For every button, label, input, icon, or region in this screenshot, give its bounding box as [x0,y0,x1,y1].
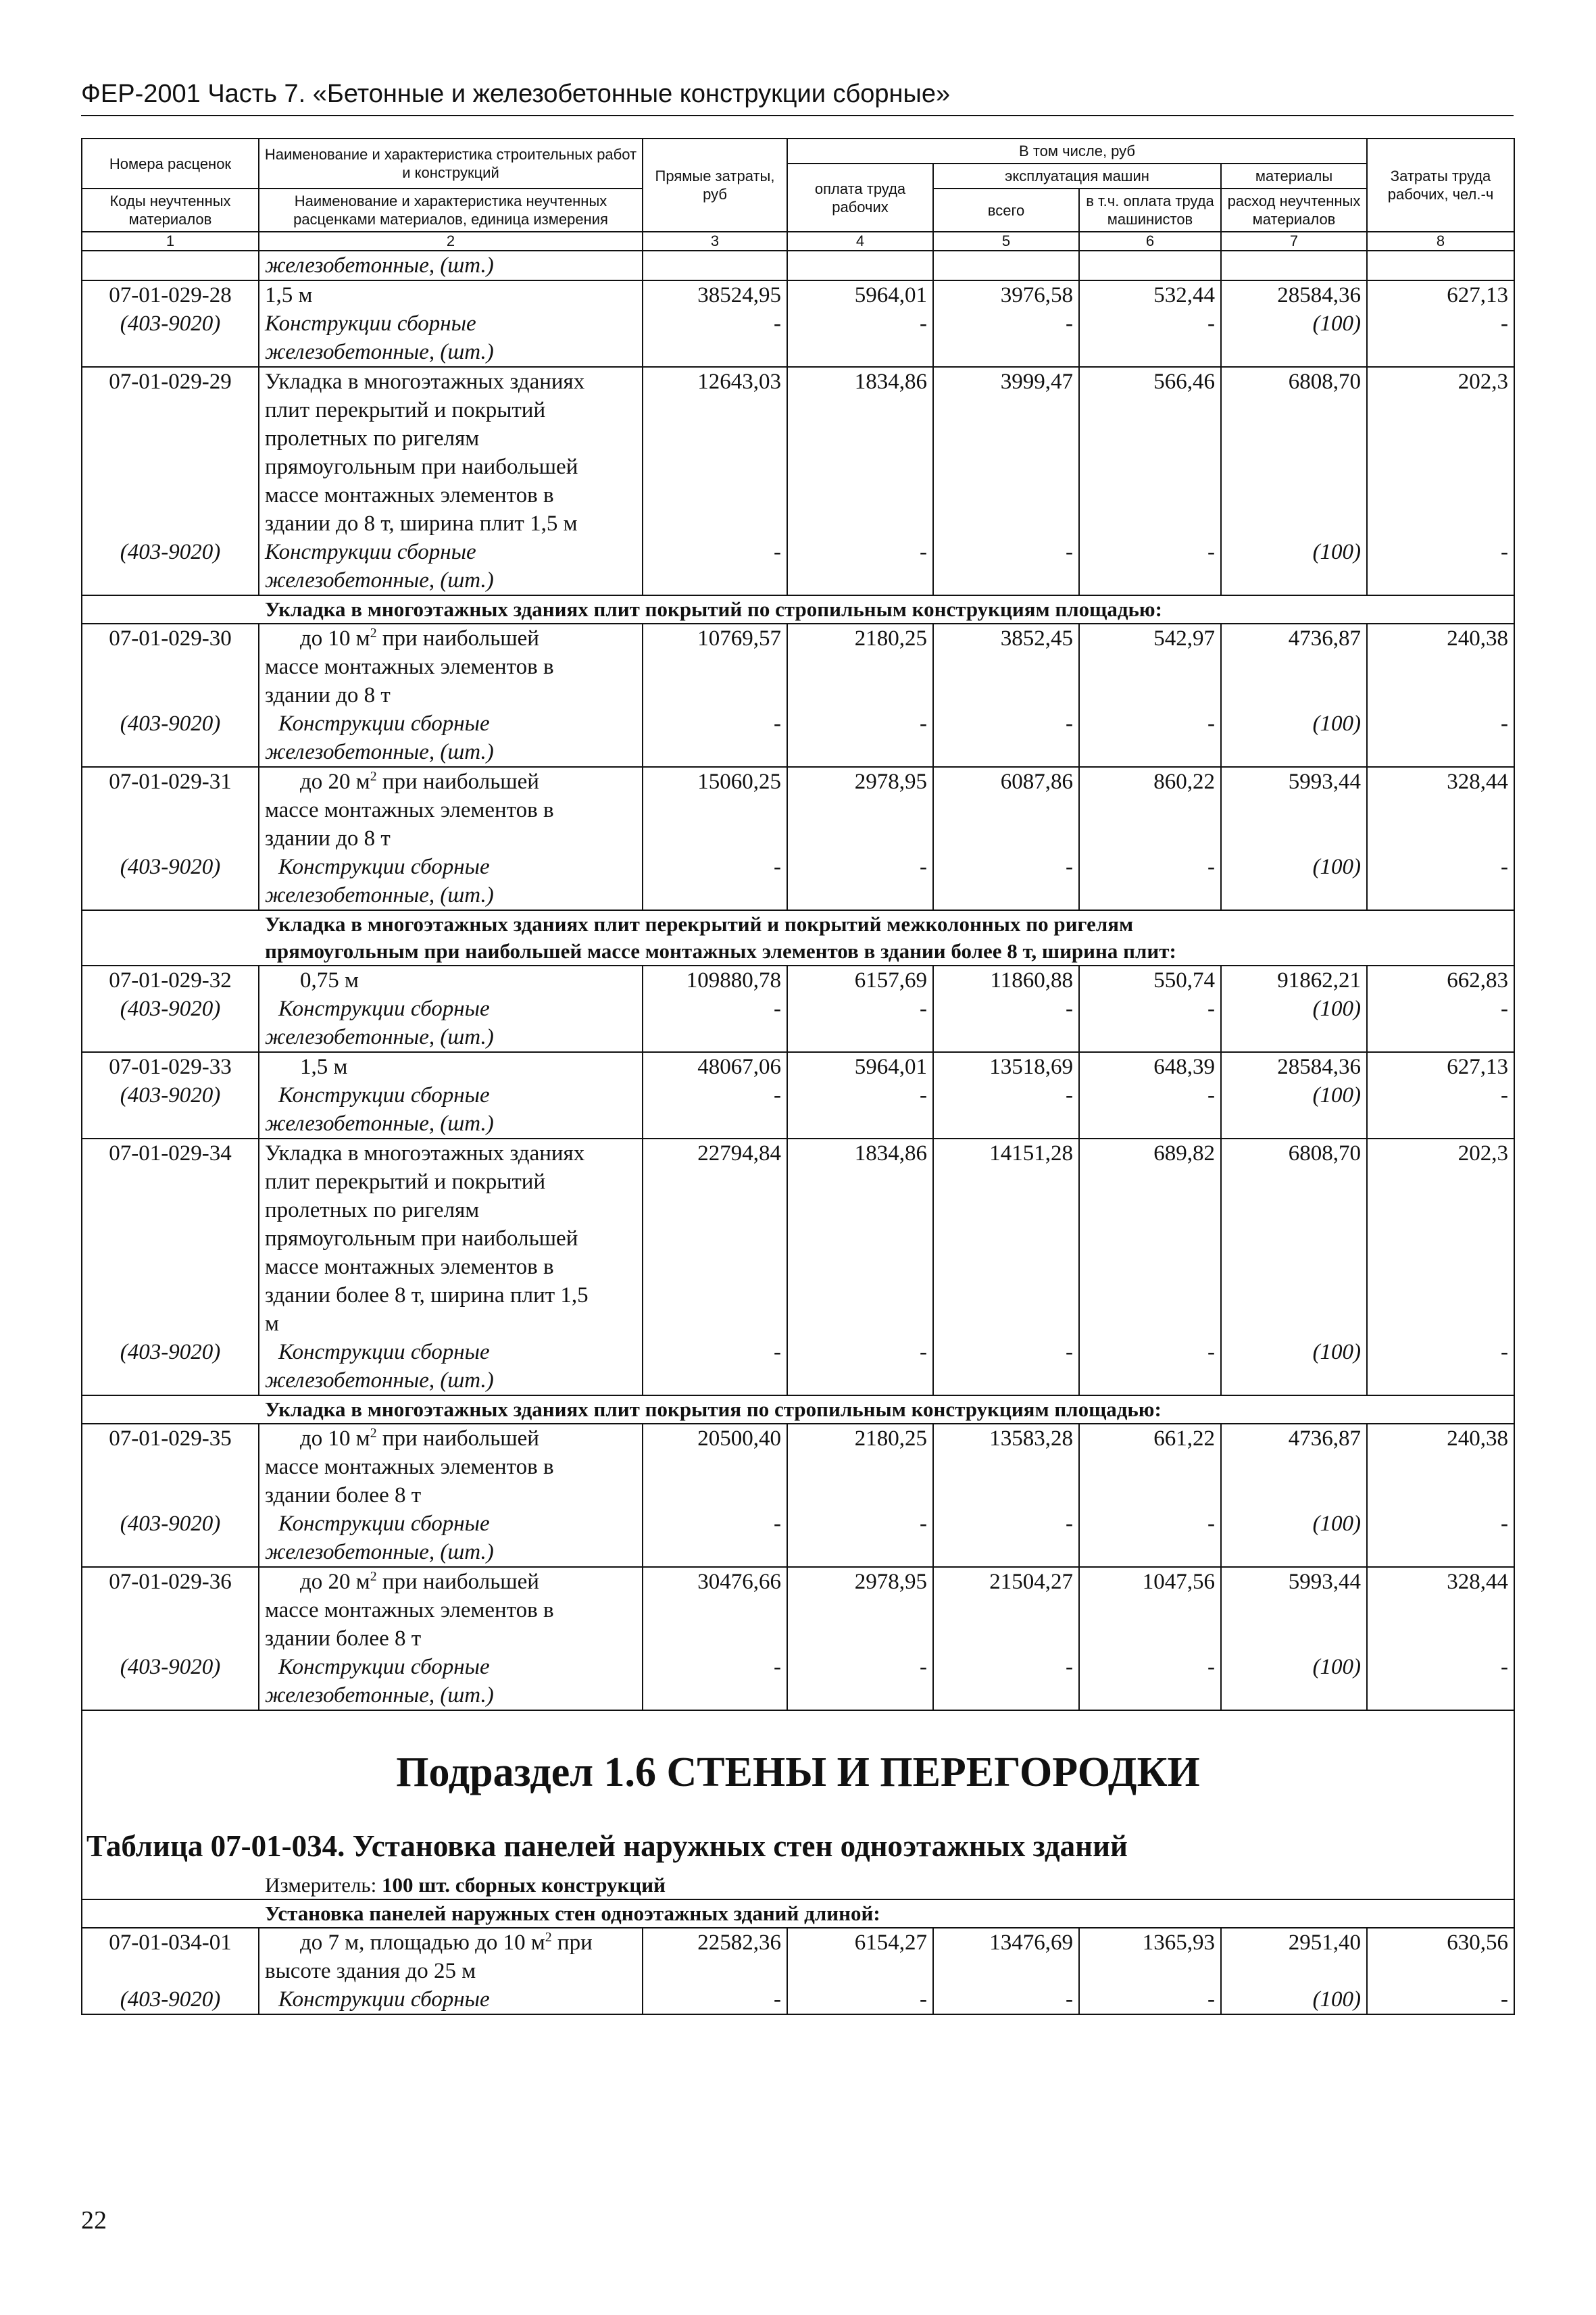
rate-row [82,767,1514,853]
material-row: (403-9020) Конструкции сборные железобетонные, (шт.) - - - - (100) - [82,1338,1514,1395]
direct-costs: 22794,84 [643,1139,787,1338]
rates-table [81,138,1515,2015]
rate-name: Укладка в многоэтажных зданиях плит перекрытий и покрытий пролетных по ригелям прямоугольным при наибольшей массе монтажных элементов в здании до 8 т, ширина плит 1,5 м [259,367,643,538]
material-name: Конструкции сборные железобетонные, (шт.) [259,538,643,595]
labor-hours: 627,13 [1367,280,1514,309]
col-number: 2 [259,232,643,251]
rate-row [82,966,1514,995]
material-qty: (100) [1221,309,1367,367]
rate-row [82,624,1514,710]
worker-pay: 6157,69 [787,966,933,995]
operator-pay: 661,22 [1079,1424,1221,1510]
rate-code: 07-01-029-28 [82,280,259,309]
material-code: (403-9020) [82,1510,259,1567]
table-head [82,139,1514,251]
direct-costs: 12643,03 [643,367,787,538]
material-row: (403-9020) Конструкции сборные - - - - (100) - [82,1985,1514,2014]
group-heading: Укладка в многоэтажных зданиях плит покрытия по стропильным конструкциям площадью: [82,1395,1514,1424]
material-name: Конструкции сборные железобетонные, (шт.) [259,853,643,910]
material-qty: (100) [1221,1653,1367,1710]
rate-row [82,1052,1514,1081]
col-header-material-codes: Коды неучтенных материалов [82,189,259,232]
operator-pay: 689,82 [1079,1139,1221,1338]
machines-total: 3976,58 [933,280,1079,309]
material-code: (403-9020) [82,309,259,367]
material-qty: (100) [1221,1985,1367,2014]
rate-code: 07-01-029-35 [82,1424,259,1510]
worker-pay: 2978,95 [787,1567,933,1653]
col-header-material-name: Наименование и характеристика неучтенных расценками материалов, единица измерения [259,189,643,232]
col-header-materials: материалы [1221,164,1367,189]
page-number: 22 [81,2206,107,2235]
col-header-rate-numbers: Номера расценок [82,139,259,189]
material-name: железобетонные, (шт.) [259,251,643,280]
material-code: (403-9020) [82,1081,259,1139]
material-qty: (100) [1221,995,1367,1052]
header-rule [81,115,1514,116]
material-name: Конструкции сборные железобетонные, (шт.) [259,1338,643,1395]
machines-total: 21504,27 [933,1567,1079,1653]
labor-hours: 328,44 [1367,1567,1514,1653]
operator-pay: 566,46 [1079,367,1221,538]
rate-code: 07-01-029-32 [82,966,259,995]
col-number: 6 [1079,232,1221,251]
operator-pay: 1047,56 [1079,1567,1221,1653]
col-number: 4 [787,232,933,251]
rate-code: 07-01-029-29 [82,367,259,538]
material-code: (403-9020) [82,1985,259,2014]
rate-name: до 10 $м^2$ при наибольшей массе монтажных элементов в здании до 8 т [259,624,643,710]
rate-name: Укладка в многоэтажных зданиях плит перекрытий и покрытий пролетных по ригелям прямоугольным при наибольшей массе монтажных элементов в здании более 8 т, ширина плит 1,5 м [259,1139,643,1338]
rate-name: до 7 м, площадью до 10 $м^2$ при высоте здания до 25 м [259,1928,643,1985]
rate-code: 07-01-029-31 [82,767,259,853]
rate-row [82,367,1514,538]
measure-value: 100 шт. сборных конструкций [381,1873,666,1897]
operator-pay: 550,74 [1079,966,1221,995]
rate-name: 0,75 м [259,966,643,995]
group-heading: Укладка в многоэтажных зданиях плит покрытий по стропильным конструкциям площадью: [82,595,1514,624]
materials-cost: 4736,87 [1221,1424,1367,1510]
rate-name-line: 1,5 м [265,283,313,307]
material-name: Конструкции сборные железобетонные, (шт.) [259,1653,643,1710]
material-code: (403-9020) [82,853,259,910]
rate-row [82,1139,1514,1338]
col-header-direct-costs: Прямые затраты, руб [643,139,787,232]
material-qty: (100) [1221,1081,1367,1139]
machines-total: 14151,28 [933,1139,1079,1338]
materials-cost: 28584,36 [1221,280,1367,309]
rate-code: 07-01-029-30 [82,624,259,710]
labor-hours: 240,38 [1367,1424,1514,1510]
labor-hours: 662,83 [1367,966,1514,995]
measure-label: Измеритель: [265,1873,382,1897]
direct-costs: 109880,78 [643,966,787,995]
col-header-material-use: расход неучтенных материалов [1221,189,1367,232]
direct-costs: 10769,57 [643,624,787,710]
machines-total: 3852,45 [933,624,1079,710]
material-name: Конструкции сборные железобетонные, (шт.) [259,710,643,767]
material-qty: (100) [1221,853,1367,910]
material-row: (403-9020) Конструкции сборные железобетонные, (шт.) - - - - (100) - [82,309,1514,367]
machines-total: 3999,47 [933,367,1079,538]
materials-cost: 6808,70 [1221,367,1367,538]
rate-row [82,280,1514,309]
rate-row [82,1424,1514,1510]
col-number: 8 [1367,232,1514,251]
col-number: 1 [82,232,259,251]
material-qty: (100) [1221,1338,1367,1395]
material-name: Конструкции сборные железобетонные, (шт.) [259,995,643,1052]
direct-costs: 20500,40 [643,1424,787,1510]
rate-code: 07-01-029-34 [82,1139,259,1338]
rate-code: 07-01-029-36 [82,1567,259,1653]
direct-costs: 22582,36 [643,1928,787,1985]
worker-pay: 2180,25 [787,624,933,710]
carryover-row [82,251,1514,280]
material-code: (403-9020) [82,1338,259,1395]
worker-pay: 6154,27 [787,1928,933,1985]
material-row: (403-9020) Конструкции сборные железобетонные, (шт.) - - - - (100) - [82,1510,1514,1567]
material-row: (403-9020) Конструкции сборные железобетонные, (шт.) - - - - (100) - [82,710,1514,767]
direct-costs: 48067,06 [643,1052,787,1081]
machines-total: 11860,88 [933,966,1079,995]
materials-cost: 2951,40 [1221,1928,1367,1985]
materials-cost: 6808,70 [1221,1139,1367,1338]
group-heading: Установка панелей наружных стен одноэтажных зданий длиной: [82,1899,1514,1928]
col-header-worker-pay: оплата труда рабочих [787,164,933,232]
rate-name [259,280,643,309]
material-code: (403-9020) [82,538,259,595]
rate-row [82,1928,1514,1985]
rate-name: до 20 $м^2$ при наибольшей массе монтажных элементов в здании более 8 т [259,1567,643,1653]
rate-code: 07-01-029-33 [82,1052,259,1081]
col-header-operator-pay: в т.ч. оплата труда машинистов [1079,189,1221,232]
materials-cost: 5993,44 [1221,1567,1367,1653]
col-number: 7 [1221,232,1367,251]
labor-hours: 630,56 [1367,1928,1514,1985]
operator-pay: 648,39 [1079,1052,1221,1081]
machines-total: 13518,69 [933,1052,1079,1081]
material-code: (403-9020) [82,1653,259,1710]
rate-name: 1,5 м [259,1052,643,1081]
measure-line [82,1872,1514,1899]
labor-hours: 202,3 [1367,1139,1514,1338]
direct-costs: 30476,66 [643,1567,787,1653]
col-header-machines-total: всего [933,189,1079,232]
material-name: Конструкции сборные железобетонные, (шт.) [259,1510,643,1567]
material-name: Конструкции сборные железобетонные, (шт.) [259,309,643,367]
worker-pay: 5964,01 [787,280,933,309]
machines-total: 13476,69 [933,1928,1079,1985]
labor-hours: 627,13 [1367,1052,1514,1081]
machines-total: 6087,86 [933,767,1079,853]
col-number: 3 [643,232,787,251]
rate-row [82,1567,1514,1653]
material-row: (403-9020) Конструкции сборные железобетонные, (шт.) - - - - (100) - [82,1081,1514,1139]
rate-name: до 20 $м^2$ при наибольшей массе монтажных элементов в здании до 8 т [259,767,643,853]
machines-total: 13583,28 [933,1424,1079,1510]
material-row: (403-9020) Конструкции сборные железобетонные, (шт.) - - - - (100) - [82,538,1514,595]
material-qty: (100) [1221,710,1367,767]
material-code: (403-9020) [82,710,259,767]
col-header-machines: эксплуатация машин [933,164,1221,189]
operator-pay: 1365,93 [1079,1928,1221,1985]
materials-cost: 28584,36 [1221,1052,1367,1081]
page-header: ФЕР-2001 Часть 7. «Бетонные и железобетонные конструкции сборные» [81,80,951,108]
col-header-work-name: Наименование и характеристика строительных работ и конструкций [259,139,643,189]
materials-cost: 4736,87 [1221,624,1367,710]
worker-pay: 1834,86 [787,367,933,538]
worker-pay: 1834,86 [787,1139,933,1338]
material-qty: (100) [1221,538,1367,595]
col-number: 5 [933,232,1079,251]
worker-pay: 2180,25 [787,1424,933,1510]
group-heading: Укладка в многоэтажных зданиях плит перекрытий и покрытий межколонных по ригелям прямоугольным при наибольшей массе монтажных элементов в здании более 8 т, ширина плит: [82,910,1514,966]
material-name: Конструкции сборные [259,1985,643,2014]
material-qty: (100) [1221,1510,1367,1567]
direct-costs: 38524,95 [643,280,787,309]
material-row: (403-9020) Конструкции сборные железобетонные, (шт.) - - - - (100) - [82,853,1514,910]
material-code: (403-9020) [82,995,259,1052]
labor-hours: 240,38 [1367,624,1514,710]
operator-pay: 532,44 [1079,280,1221,309]
subsection-heading: Подраздел 1.6 СТЕНЫ И ПЕРЕГОРОДКИ [82,1710,1514,1816]
operator-pay: 542,97 [1079,624,1221,710]
rate-code: 07-01-034-01 [82,1928,259,1985]
table-title: Таблица 07-01-034. Установка панелей наружных стен одноэтажных зданий [82,1816,1514,1872]
worker-pay: 5964,01 [787,1052,933,1081]
material-row: (403-9020) Конструкции сборные железобетонные, (шт.) - - - - (100) - [82,995,1514,1052]
col-header-labor-hours: Затраты труда рабочих, чел.-ч [1367,139,1514,232]
materials-cost: 91862,21 [1221,966,1367,995]
material-name: Конструкции сборные железобетонные, (шт.) [259,1081,643,1139]
labor-hours: 202,3 [1367,367,1514,538]
operator-pay: 860,22 [1079,767,1221,853]
labor-hours: 328,44 [1367,767,1514,853]
direct-costs: 15060,25 [643,767,787,853]
worker-pay: 2978,95 [787,767,933,853]
col-header-including: В том числе, руб [787,139,1367,164]
materials-cost: 5993,44 [1221,767,1367,853]
rate-name: до 10 $м^2$ при наибольшей массе монтажных элементов в здании более 8 т [259,1424,643,1510]
material-row: (403-9020) Конструкции сборные железобетонные, (шт.) - - - - (100) - [82,1653,1514,1710]
